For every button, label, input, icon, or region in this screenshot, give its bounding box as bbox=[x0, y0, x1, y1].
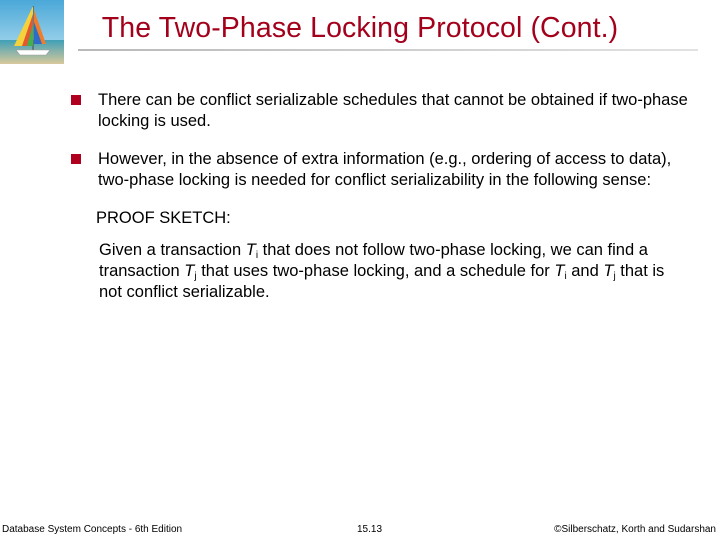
slide-title: The Two-Phase Locking Protocol (Cont.) bbox=[101, 12, 619, 44]
transaction-subscript: j bbox=[613, 271, 616, 282]
bullet-text: There can be conflict serializable schedules that cannot be obtained if two-phase locking is used. bbox=[98, 91, 688, 130]
square-bullet-icon bbox=[71, 154, 81, 164]
transaction-subscript: i bbox=[564, 271, 567, 282]
slide-footer bbox=[0, 524, 720, 538]
transaction-var: T bbox=[603, 262, 614, 280]
proof-text-part: that is not conflict serializable. bbox=[99, 262, 665, 301]
slide-content bbox=[70, 90, 690, 303]
bullet-item bbox=[70, 149, 690, 191]
transaction-var: T bbox=[245, 241, 256, 259]
footer-copyright: ©Silberschatz, Korth and Sudarshan bbox=[554, 524, 716, 535]
proof-text-part: and bbox=[566, 262, 604, 280]
transaction-subscript: i bbox=[255, 250, 259, 261]
transaction-subscript: j bbox=[194, 271, 197, 282]
proof-text-part: that does not follow two-phase locking, we can find a transaction bbox=[99, 241, 648, 280]
title-underline bbox=[78, 49, 698, 51]
proof-text-part: that uses two-phase locking, and a schedule for bbox=[196, 262, 555, 280]
transaction-var: T bbox=[554, 262, 565, 280]
proof-text-part: Given a transaction bbox=[99, 241, 246, 259]
bullet-item bbox=[70, 90, 690, 132]
bullet-text: However, in the absence of extra information (e.g., ordering of access to data), two-phase locking is needed for conflict serializability in the following sense: bbox=[98, 150, 672, 189]
footer-page-number: 15.13 bbox=[357, 524, 383, 535]
transaction-var: T bbox=[184, 262, 195, 280]
proof-text bbox=[99, 240, 690, 303]
proof-heading: PROOF SKETCH: bbox=[96, 209, 231, 227]
square-bullet-icon bbox=[71, 95, 81, 105]
footer-book-title: Database System Concepts - 6th Edition bbox=[2, 524, 183, 535]
